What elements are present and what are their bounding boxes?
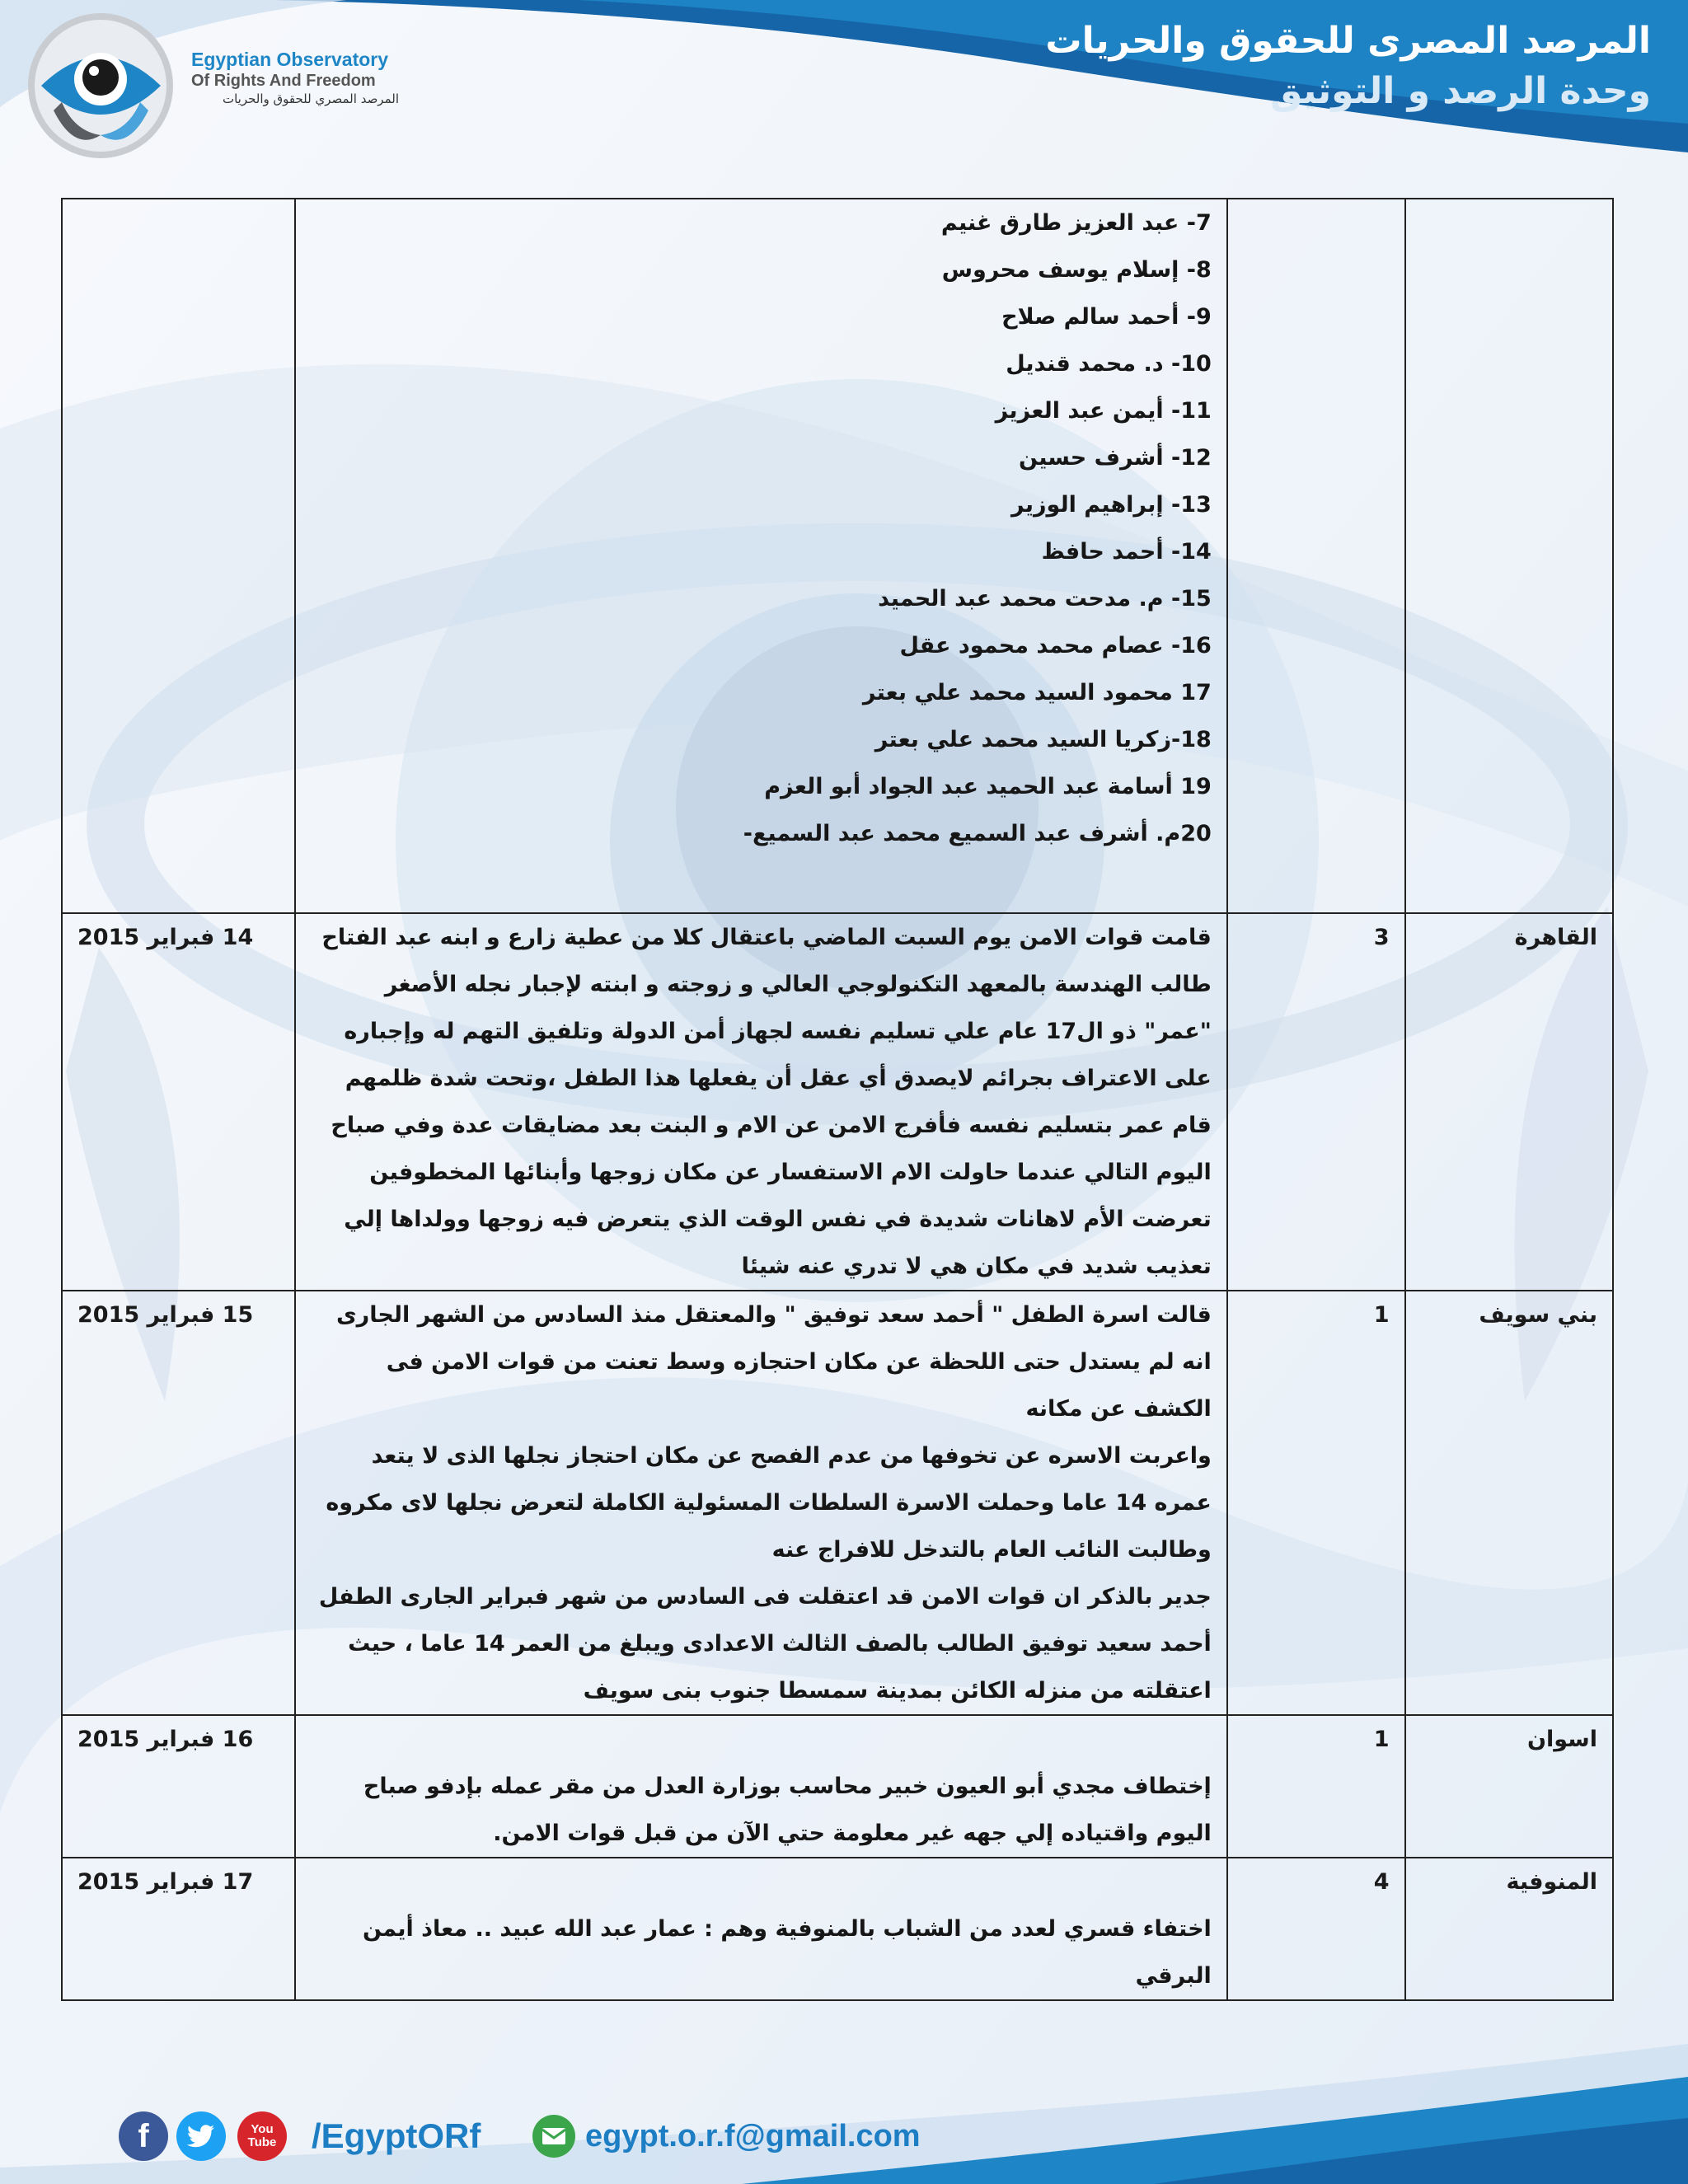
count-cell: 1 xyxy=(1227,1715,1405,1858)
description-cell xyxy=(295,1291,1227,1715)
date-cell: 16 فبراير 2015 xyxy=(62,1715,295,1858)
organization-title: المرصد المصرى للحقوق والحريات xyxy=(1045,20,1651,62)
table-row-cairo xyxy=(62,913,1613,1291)
governorate-cell: المنوفية xyxy=(1405,1858,1613,2000)
list-item: 13- إبراهيم الوزير xyxy=(1011,492,1212,518)
list-item: 12- أشرف حسين xyxy=(1018,445,1212,471)
list-item: 18-زكريا السيد محمد علي بعتر xyxy=(874,727,1212,752)
observatory-logo xyxy=(25,12,177,160)
unit-title: وحدة الرصد و التوثيق xyxy=(1270,70,1651,112)
envelope-icon xyxy=(532,2115,575,2158)
list-item: 17 محمود السيد محمد علي بعتر xyxy=(862,680,1212,705)
description-cell: إختطاف مجدي أبو العيون خبير محاسب بوزارة العدل من مقر عمله بإدفو صباح اليوم واقتياده إلي جهه غير معلومة حتي الآن من قبل قوات الامن. xyxy=(295,1715,1227,1858)
detentions-table xyxy=(61,198,1614,2001)
governorate-cell xyxy=(1405,199,1613,913)
email-link[interactable]: egypt.o.r.f@gmail.com xyxy=(585,2119,921,2154)
twitter-bird-icon xyxy=(187,2125,215,2148)
description-paragraph: جدير بالذكر ان قوات الامن قد اعتقلت فى السادس من شهر فبراير الجارى الطفل أحمد سعيد توفيق الطالب بالصف الثالث الاعدادى ويبلغ من العمر 14 عاما ، حيث اعتقلته من منزله الكائن بمدينة سمسطا جنوب بنى سويف xyxy=(318,1584,1212,1704)
governorate-cell: بني سويف xyxy=(1405,1291,1613,1715)
governorate-cell: اسوان xyxy=(1405,1715,1613,1858)
description-paragraph: واعربت الاسره عن تخوفها من عدم الفصح عن مكان احتجاز نجلها الذى لا يتعد عمره 14 عاما وحملت الاسرة السلطات المسئولية الكاملة لتعرض نجلها لاى مكروه وطالبت النائب العام بالتدخل للافراج عنه xyxy=(326,1443,1212,1563)
list-item: 19 أسامة عبد الحميد عبد الجواد أبو العزم xyxy=(764,774,1212,799)
list-item: 7- عبد العزيز طارق غنيم xyxy=(940,210,1212,236)
twitter-icon[interactable] xyxy=(176,2111,226,2161)
governorate-cell: القاهرة xyxy=(1405,913,1613,1291)
youtube-label: You Tube xyxy=(247,2122,277,2149)
logo-text xyxy=(191,48,399,107)
names-list-cell xyxy=(295,199,1227,913)
list-item: 16- عصام محمد محمود عقل xyxy=(899,633,1212,658)
count-cell: 3 xyxy=(1227,913,1405,1291)
count-cell: 4 xyxy=(1227,1858,1405,2000)
count-cell: 1 xyxy=(1227,1291,1405,1715)
logo-name-english-2: Of Rights And Freedom xyxy=(191,72,376,90)
date-cell xyxy=(62,199,295,913)
table-row-beni-suef xyxy=(62,1291,1613,1715)
social-handle-link[interactable]: /EgyptORf xyxy=(312,2116,481,2155)
count-cell xyxy=(1227,199,1405,913)
description-cell: اختفاء قسري لعدد من الشباب بالمنوفية وهم : عمار عبد الله عبيد .. معاذ أيمن البرقي xyxy=(295,1858,1227,2000)
date-cell: 14 فبراير 2015 xyxy=(62,913,295,1291)
list-item: 10- د. محمد قنديل xyxy=(1006,351,1212,377)
email-icon xyxy=(532,2115,575,2158)
logo-name-english-1: Egyptian Observatory xyxy=(191,49,389,70)
logo-name-arabic: المرصد المصري للحقوق والحريات xyxy=(222,91,399,106)
youtube-icon[interactable] xyxy=(237,2111,287,2161)
description-paragraph: قالت اسرة الطفل " أحمد سعد توفيق " والمعتقل منذ السادس من الشهر الجارى انه لم يستدل حتى اللحظة عن مكان احتجازه وسط تعنت من قوات الامن فى الكشف عن مكانه xyxy=(335,1302,1212,1422)
list-item: 20م. أشرف عبد السميع محمد عبد السميع- xyxy=(743,821,1212,846)
facebook-icon[interactable]: f xyxy=(119,2111,168,2161)
description-cell: قامت قوات الامن يوم السبت الماضي باعتقال كلا من عطية زارع و ابنه عبد الفتاح طالب الهندسة بالمعهد التكنولوجي العالي و زوجته و ابنته لإجبار نجله الأصغر "عمر" ذو ال17 عام علي تسليم نفسه لجهاز أمن الدولة وتلفيق التهم له وإجباره على الاعتراف بجرائم لايصدق أي عقل أن يفعلها هذا الطفل ،وتحت شدة ظلمهم قام عمر بتسليم نفسه فأفرج الامن عن الام و البنت بعد مضايقات عدة وفي صباح اليوم التالي عندما حاولت الام الاستفسار عن مكان زوجها وأبنائها المخطوفين تعرضت الأم لاهانات شديدة في نفس الوقت الذي يتعرض فيه زوجها وولداها إلي تعذيب شديد في مكان هي لا تدري عنه شيئا xyxy=(295,913,1227,1291)
list-item: 15- م. مدحت محمد عبد الحميد xyxy=(878,586,1212,612)
list-item: 14- أحمد حافظ xyxy=(1041,539,1212,565)
list-item: 9- أحمد سالم صلاح xyxy=(1001,304,1212,330)
date-cell: 17 فبراير 2015 xyxy=(62,1858,295,2000)
list-item: 8- إسلام يوسف محروس xyxy=(941,257,1212,283)
table-row-aswan xyxy=(62,1715,1613,1858)
header-title xyxy=(1045,16,1651,117)
list-item: 11- أيمن عبد العزيز xyxy=(995,398,1212,424)
date-cell: 15 فبراير 2015 xyxy=(62,1291,295,1715)
table-row-menoufia xyxy=(62,1858,1613,2000)
table-row-continued xyxy=(62,199,1613,913)
